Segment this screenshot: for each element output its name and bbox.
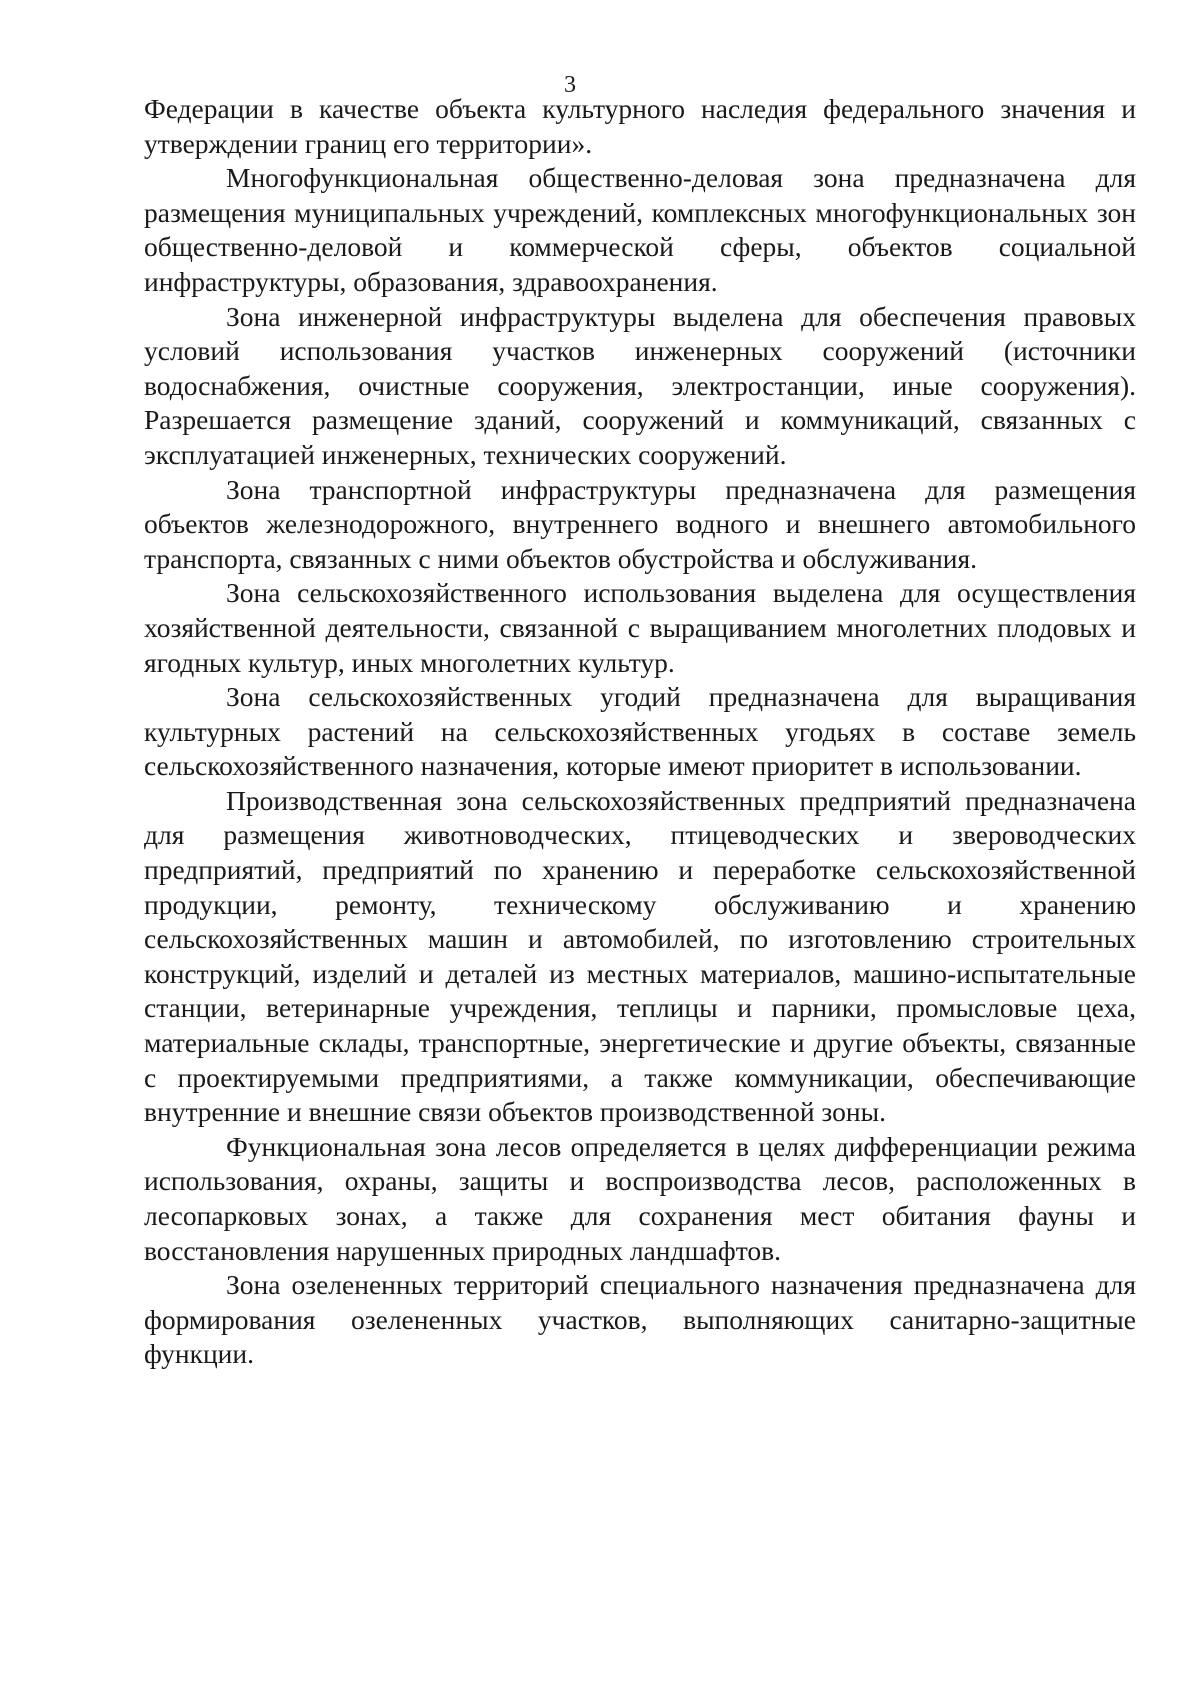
document-body <box>144 92 1136 1372</box>
paragraph-engineering-zone: Зона инженерной инфраструктуры выделена для обеспечения правовых условий использования участков инженерных сооружений (источники водоснабжения, очистные сооружения, электростанции, иные сооружения). Разрешается размещение зданий, сооружений и коммуникаций, связанных с эксплуатацией инженерных, технических сооружений. <box>144 300 1136 470</box>
paragraph-forest-zone: Функциональная зона лесов определяется в целях дифференциации режима использования, охраны, защиты и воспроизводства лесов, расположенных в лесопарковых зонах, а также для сохранения мест обитания фауны и восстановления нарушенных природных ландшафтов. <box>144 1130 1136 1266</box>
paragraph-public-business-zone: Многофункциональная общественно-деловая зона предназначена для размещения муниципальных учреждений, комплексных многофункциональных зон общественно-деловой и коммерческой сферы, объектов социальной инфраструктуры, образования, здравоохранения. <box>144 162 1136 297</box>
paragraph-continuation: Федерации в качестве объекта культурного наследия федерального значения и утверждении границ его территории». <box>144 93 1136 159</box>
paragraph-green-areas-zone: Зона озелененных территорий специального назначения предназначена для формирования озелененных участков, выполняющих санитарно-защитные функции. <box>144 1269 1136 1370</box>
paragraph-agricultural-use-zone: Зона сельскохозяйственного использования выделена для осуществления хозяйственной деятельности, связанной с выращиванием многолетних плодовых и ягодных культур, иных многолетних культур. <box>144 577 1136 678</box>
paragraph-agricultural-land-zone: Зона сельскохозяйственных угодий предназначена для выращивания культурных растений на сельскохозяйственных угодьях в составе земель сельскохозяйственного назначения, которые имеют приоритет в использовании. <box>144 681 1136 782</box>
paragraph-transport-zone: Зона транспортной инфраструктуры предназначена для размещения объектов железнодорожного, внутреннего водного и внешнего автомобильного транспорта, связанных с ними объектов обустройства и обслуживания. <box>144 473 1136 574</box>
page-number: 3 <box>564 72 576 98</box>
paragraph-agricultural-production-zone: Производственная зона сельскохозяйственных предприятий предназначена для размещения животноводческих, птицеводческих и звероводческих предприятий, предприятий по хранению и переработке сельскохозяйственной продукции, ремонту, техническому обслуживанию и хранению сельскохозяйственных машин и автомобилей, по изготовлению строительных конструкций, изделий и деталей из местных материалов, машино-испытательные станции, ветеринарные учреждения, теплицы и парники, промысловые цеха, материальные склады, транспортные, энергетические и другие объекты, связанные с проектируемыми предприятиями, а также коммуникации, обеспечивающие внутренние и внешние связи объектов производственной зоны. <box>144 784 1136 1128</box>
